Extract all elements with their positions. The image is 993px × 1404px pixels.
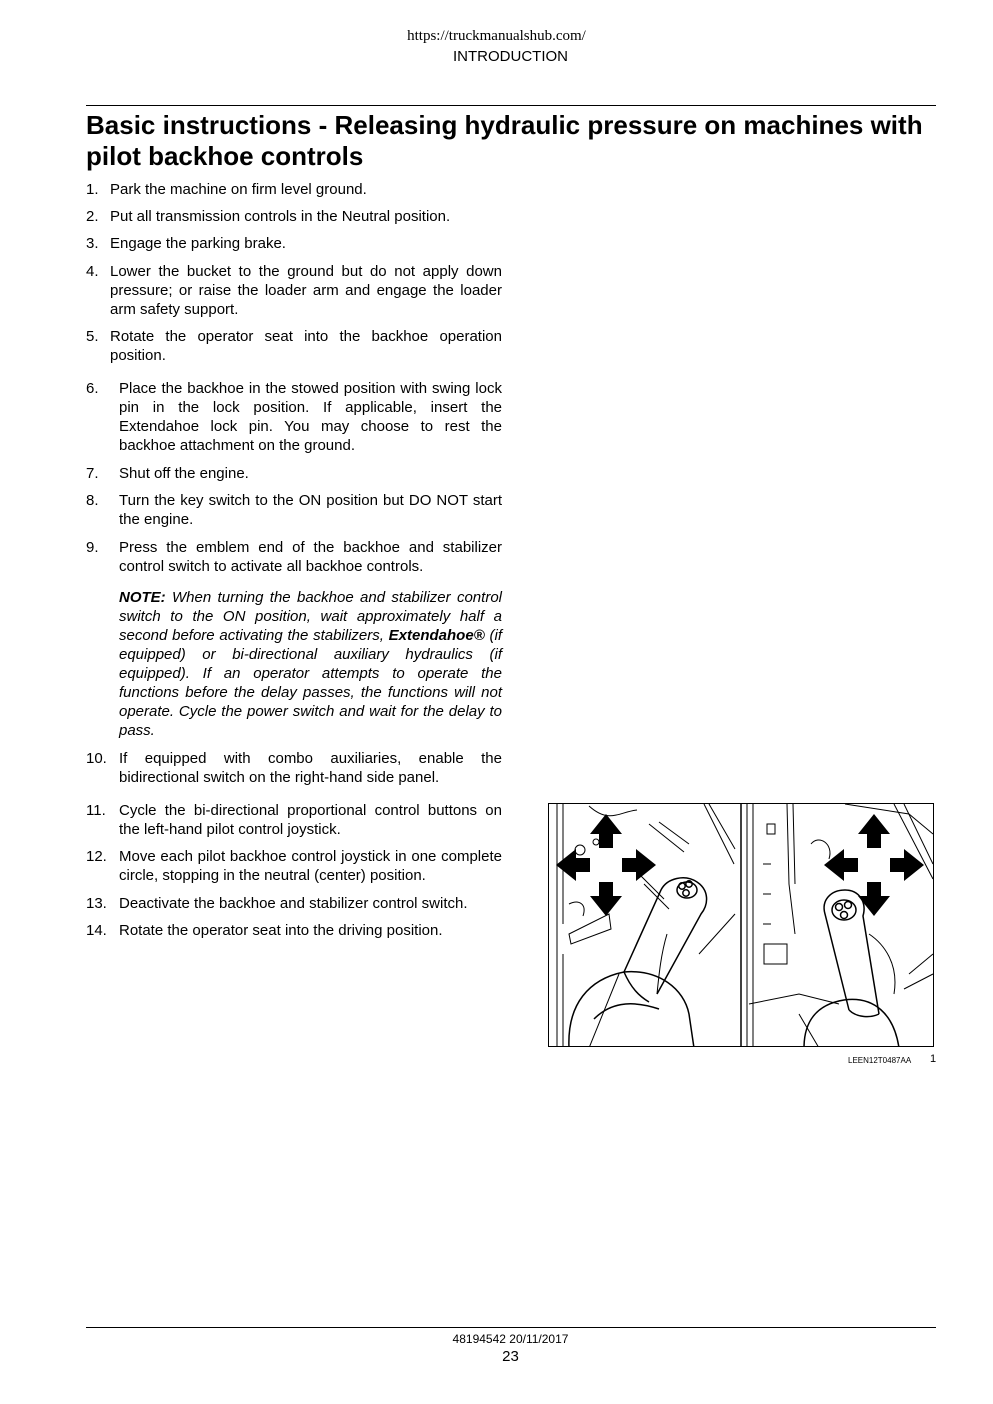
step-number: 6. xyxy=(86,380,99,397)
header-rule xyxy=(86,105,936,106)
list-item xyxy=(86,327,502,365)
list-item xyxy=(86,538,502,576)
step-text: Place the backhoe in the stowed position with swing lock pin in the lock position. If applicable, insert the Extendahoe lock pin. You may choose to rest the backhoe attachment on the ground. xyxy=(119,380,502,454)
footer-rule xyxy=(86,1327,936,1328)
step-number: 8. xyxy=(86,492,99,509)
right-joystick xyxy=(804,890,899,1047)
page-number: 23 xyxy=(502,1348,519,1365)
step-number: 12. xyxy=(86,848,107,865)
right-panel-background xyxy=(747,804,933,1047)
step-text: Cycle the bi-directional proportional control buttons on the left-hand pilot control joystick. xyxy=(119,802,502,838)
note-text: When turning the backhoe and stabilizer control switch to the ON position, wait approximately half a second before activating the stabilizers, xyxy=(119,589,502,644)
step-text: Rotate the operator seat into the driving position. xyxy=(119,922,443,939)
left-panel-background xyxy=(557,804,735,1047)
note-label: NOTE: xyxy=(119,589,166,606)
step-number: 2. xyxy=(86,208,99,225)
list-item xyxy=(86,491,502,529)
step-number: 13. xyxy=(86,895,107,912)
left-joystick xyxy=(569,878,707,1047)
step-number: 14. xyxy=(86,922,107,939)
step-number: 11. xyxy=(86,802,106,819)
step-text: Lower the bucket to the ground but do not apply down pressure; or raise the loader arm and engage the loader arm safety support. xyxy=(110,263,502,318)
step-text: Shut off the engine. xyxy=(119,465,249,482)
note-paragraph xyxy=(119,588,502,740)
list-item xyxy=(86,262,502,319)
document-reference: 48194542 20/11/2017 xyxy=(452,1332,569,1346)
list-item xyxy=(86,379,502,455)
section-header: INTRODUCTION xyxy=(453,48,568,65)
figure-number: 1 xyxy=(930,1053,937,1065)
step-text: Park the machine on firm level ground. xyxy=(110,181,367,198)
list-item xyxy=(86,847,502,885)
step-text: Put all transmission controls in the Neutral position. xyxy=(110,208,451,225)
step-text: Press the emblem end of the backhoe and stabilizer control switch to activate all backhoe controls. xyxy=(119,539,502,575)
list-item xyxy=(86,180,502,199)
step-number: 7. xyxy=(86,465,99,482)
joystick-illustration xyxy=(548,803,934,1047)
step-text: Move each pilot backhoe control joystick in one complete circle, stopping in the neutral (center) position. xyxy=(119,848,502,884)
list-item xyxy=(86,207,502,226)
list-item xyxy=(86,749,502,787)
step-number: 1. xyxy=(86,181,99,198)
step-number: 3. xyxy=(86,235,99,252)
left-direction-arrows xyxy=(556,814,656,916)
step-text: Turn the key switch to the ON position but DO NOT start the engine. xyxy=(119,492,502,528)
list-item xyxy=(86,234,502,253)
step-number: 9. xyxy=(86,539,99,556)
list-item xyxy=(86,921,502,940)
source-url[interactable]: https://truckmanualshub.com/ xyxy=(407,28,586,44)
list-item xyxy=(86,801,502,839)
step-number: 10. xyxy=(86,750,107,767)
figure-code: LEEN12T0487AA xyxy=(848,1056,912,1065)
page-title: Basic instructions - Releasing hydraulic pressure on machines with pilot backhoe controls xyxy=(86,110,923,171)
step-text: Deactivate the backhoe and stabilizer control switch. xyxy=(119,895,468,912)
step-number: 4. xyxy=(86,263,99,280)
note-text-continued: (if equipped) or bi-directional auxiliary hydraulics (if equipped). If an operator attempts to operate the functions before the delay passes, the functions will not operate. Cycle the power switch and wait for the delay to pass. xyxy=(119,627,502,739)
step-text: Engage the parking brake. xyxy=(110,235,286,252)
note-emphasis: Extendahoe® xyxy=(388,627,485,644)
list-item xyxy=(86,464,502,483)
list-item xyxy=(86,894,502,913)
step-text: Rotate the operator seat into the backhoe operation position. xyxy=(110,328,502,364)
step-text: If equipped with combo auxiliaries, enable the bidirectional switch on the right-hand side panel. xyxy=(119,750,502,786)
step-number: 5. xyxy=(86,328,99,345)
